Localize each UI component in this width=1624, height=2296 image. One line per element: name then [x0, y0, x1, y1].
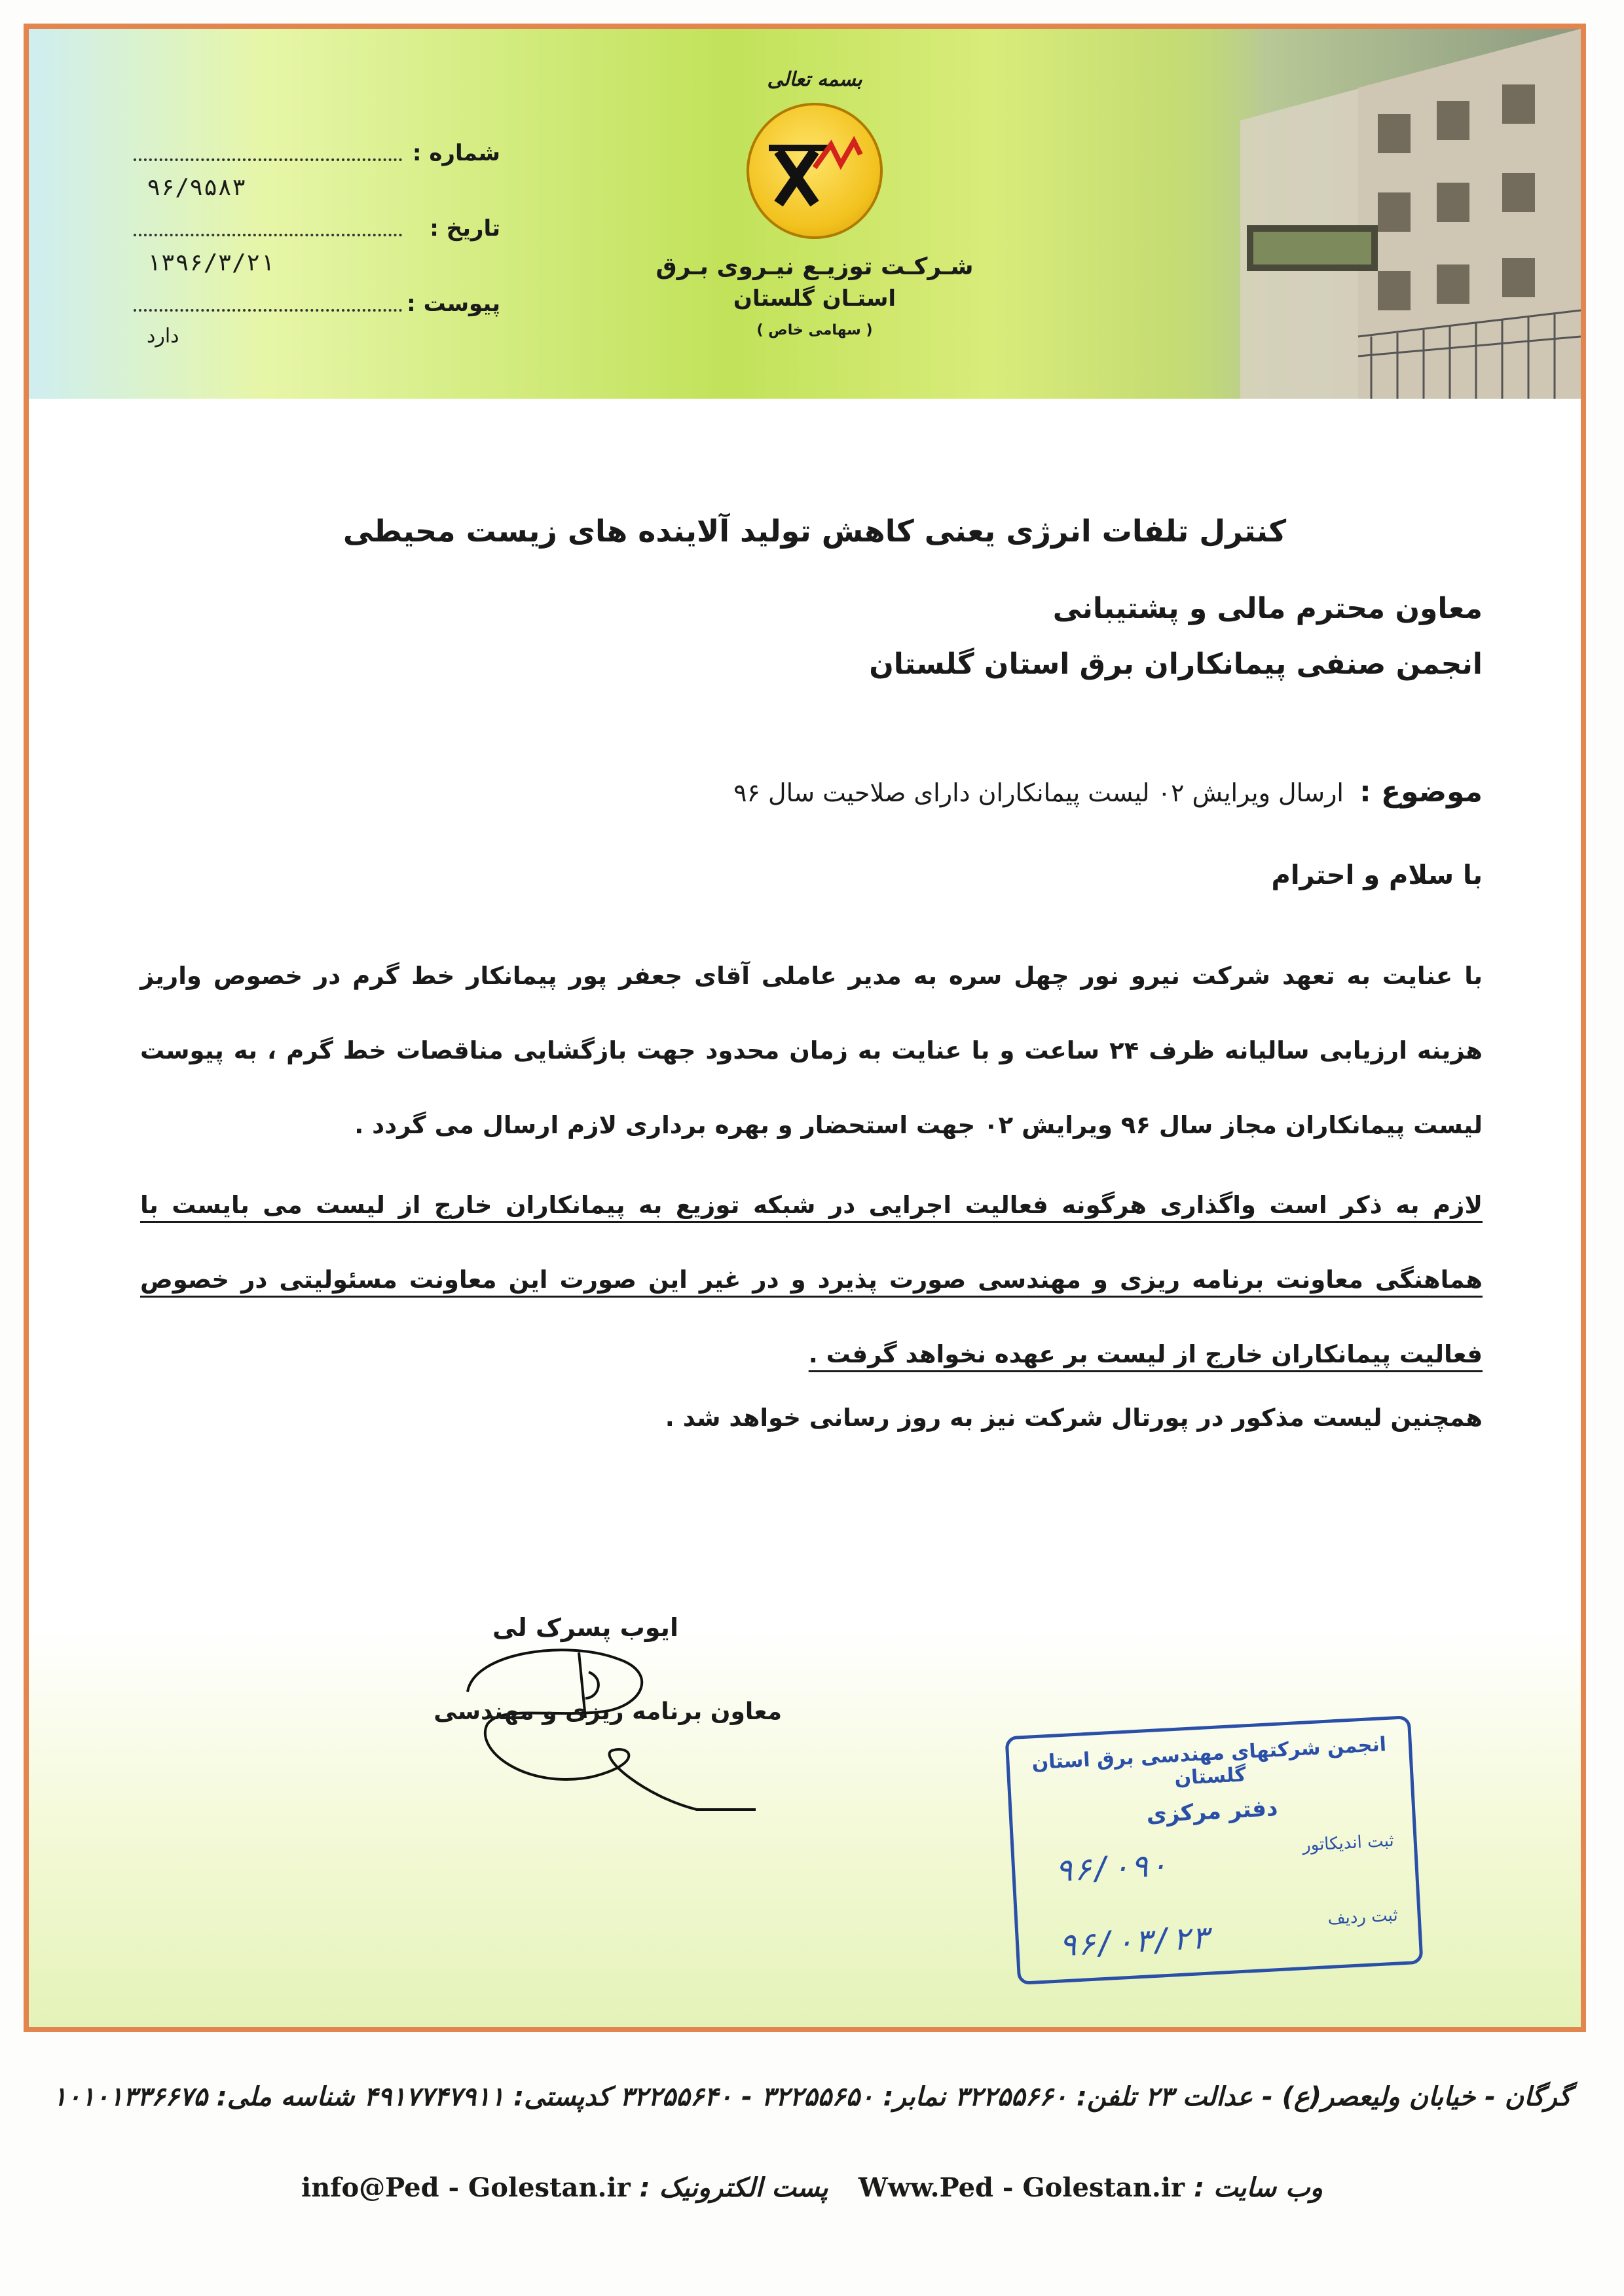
date-label: تاریخ :	[430, 215, 500, 242]
footer-web-links	[301, 2172, 1323, 2203]
stamp-row-label: ثبت ردیف	[1327, 1905, 1399, 1929]
number-row	[107, 140, 500, 215]
attachment-dotted-line	[134, 309, 402, 312]
email-link[interactable]: info@Ped - Golestan.ir	[301, 2172, 631, 2203]
email-label: پست الکترونیک :	[639, 2173, 828, 2203]
subject-line	[733, 775, 1483, 809]
date-row	[107, 215, 500, 291]
number-dotted-line	[134, 158, 402, 161]
stamp-indicator-value: ۹۶/۰۹۰	[1053, 1846, 1169, 1889]
paragraph-2-text: لازم به ذکر است واگذاری هرگونه فعالیت اجرایی در شبکه توزیع به پیمانکاران خارج از لیست می بایست با هماهنگی معاونت برنامه ریزی و مهندسی صورت پذیرد و در غیر این صورت این معاونت مسئولیتی در خصوص فعالیت پیمانکاران خارج از لیست بر عهده نخواهد گرفت .	[140, 1191, 1483, 1368]
company-logo-icon	[747, 103, 883, 239]
letter-title: کنترل تلفات انرژی یعنی کاهش تولید آلاینده های زیست محیطی	[342, 513, 1287, 549]
stamp-row-row	[1038, 1905, 1401, 1983]
subject-text: ارسال ویرایش ۰۲ لیست پیمانکاران دارای صلاحیت سال ۹۶	[733, 778, 1344, 807]
date-value: ۱۳۹۶/۳/۲۱	[147, 249, 275, 276]
recipient-line-2: انجمن صنفی پیمانکاران برق استان گلستان	[869, 647, 1483, 681]
attachment-value: دارد	[147, 325, 179, 348]
number-label: شماره :	[412, 140, 500, 166]
company-logo-block	[618, 68, 1011, 338]
letter-frame	[24, 24, 1586, 2032]
attachment-label: پیوست :	[407, 291, 500, 317]
website-link[interactable]: Www.Ped - Golestan.ir	[858, 2172, 1185, 2203]
date-dotted-line	[134, 234, 402, 236]
footer-address: گرگان - خیابان ولیعصر(ع) - عدالت ۲۳ تلفن: ۳۲۲۵۵۶۶۰ نمابر: ۳۲۲۵۵۶۵۰ - ۳۲۲۵۵۶۴۰ کدپستی: ۴۹۱۷۷۴۷۹۱۱ شناسه ملی: ۱۰۱۰۱۳۳۶۶۷۵	[52, 2082, 1572, 2112]
greeting: با سلام و احترام	[1271, 860, 1483, 890]
website-label: وب سایت :	[1194, 2173, 1323, 2203]
stamp-indicator-row	[1034, 1831, 1397, 1909]
stamp-office: دفتر مرکزی	[1145, 1795, 1279, 1829]
signer-name: ایوب پسرک لی	[492, 1613, 678, 1642]
recipient-line-1: معاون محترم مالی و پشتیبانی	[1052, 592, 1483, 625]
signer-title: معاون برنامه ریزی و مهندسی	[434, 1698, 782, 1725]
stamp-indicator-label: ثبت اندیکاتور	[1302, 1831, 1395, 1855]
signature-block	[415, 1613, 782, 1725]
company-province: استـان گلستان	[733, 285, 896, 312]
paragraph-1: با عنایت به تعهد شرکت نیرو نور چهل سره به مدیر عاملی آقای جعفر پور پیمانکار خط گرم در خصوص واریز هزینه ارزیابی سالیانه ظرف ۲۴ ساعت و با عنایت به زمان محدود جهت بازگشایی مناقصات خط گرم ، به پیوست لیست پیمانکاران مجاز سال ۹۶ ویرایش ۰۲ جهت استحضار و بهره برداری لازم ارسال می گردد .	[140, 962, 1483, 1139]
footer-email	[301, 2172, 828, 2203]
stamp-title: انجمن شرکتهای مهندسی برق استان گلستان	[1031, 1733, 1387, 1790]
attachment-row	[107, 291, 500, 366]
stamp-row-value: ۹۶/۰۳/۲۳	[1057, 1919, 1211, 1964]
company-type: ( سهامی خاص )	[756, 322, 873, 338]
number-value: ۹۶/۹۵۸۳	[147, 174, 246, 201]
paragraph-2	[140, 1168, 1483, 1392]
document-meta	[107, 140, 500, 366]
company-name: شـرکـت توزیـع نیـروی بـرق	[655, 253, 974, 280]
footer-website	[858, 2172, 1323, 2203]
subject-label: موضوع :	[1359, 775, 1483, 809]
building-photo	[1162, 29, 1581, 399]
paragraph-3: همچنین لیست مذکور در پورتال شرکت نیز به روز رسانی خواهد شد .	[665, 1404, 1483, 1432]
registration-stamp	[1005, 1715, 1423, 1985]
basmala: بسمه تعالی	[767, 68, 862, 91]
